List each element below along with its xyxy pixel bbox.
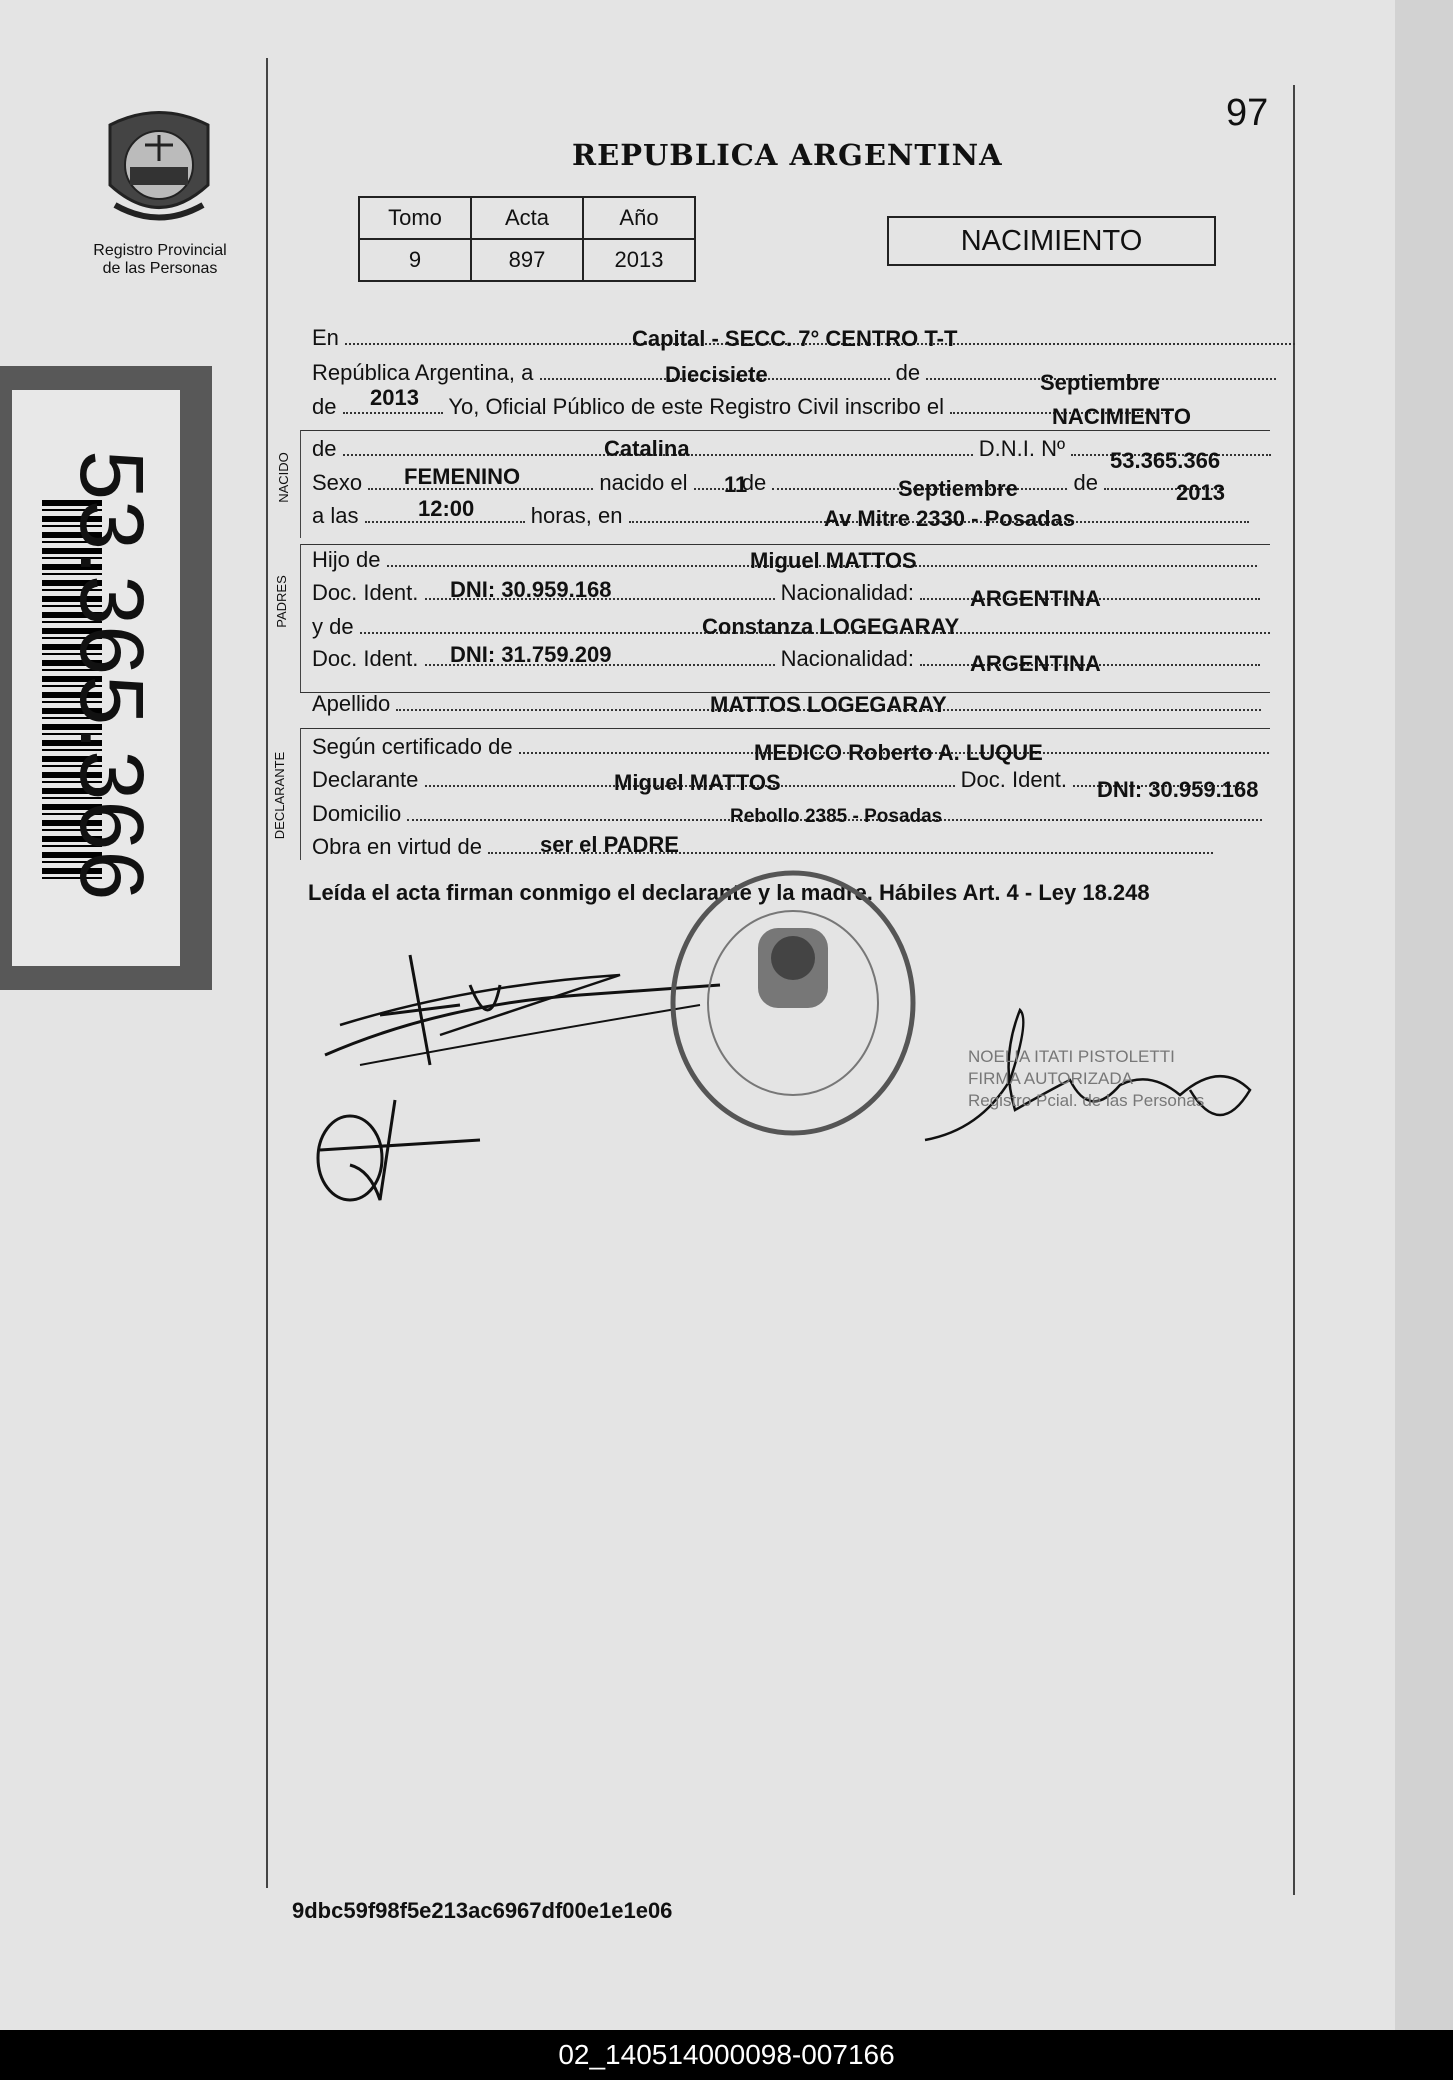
row-apellido: Apellido	[312, 691, 1261, 717]
madre-doc-value: DNI: 31.759.209	[450, 642, 612, 667]
padre-value: Miguel MATTOS	[750, 548, 917, 573]
nacido-dia-value: 11	[724, 472, 748, 497]
en-value: Capital - SECC. 7° CENTRO T-T	[632, 326, 958, 351]
barcode-label	[12, 390, 180, 966]
divider-nacido	[300, 430, 1270, 431]
row-declarante: Declarante Doc. Ident.	[312, 767, 1243, 793]
nacido-mes-value: Septiembre	[898, 476, 1018, 501]
day-value: Diecisiete	[665, 362, 768, 387]
madre-value: Constanza LOGEGARAY	[702, 614, 960, 639]
section-label-padres: PADRES	[273, 575, 289, 628]
lugar-value: Av Mitre 2330 - Posadas	[824, 506, 1076, 531]
closing-statement: Leída el acta firman conmigo el declarante y la madre. Hábiles Art. 4 - Ley 18.248	[308, 880, 1150, 905]
registry-table	[358, 196, 696, 282]
inscribo-value: NACIMIENTO	[1052, 404, 1191, 429]
month-value: Septiembre	[1040, 370, 1160, 395]
section-bar-declarante	[300, 728, 301, 860]
section-label-declarante: DECLARANTE	[272, 751, 288, 840]
certificado-value: MEDICO Roberto A. LUQUE	[754, 740, 1043, 765]
section-label-nacido: NACIDO	[275, 452, 291, 503]
logo-caption: Registro Provincial de las Personas	[93, 242, 227, 277]
row-republica: República Argentina, a de	[312, 360, 1276, 386]
declarante-value: Miguel MATTOS	[614, 770, 781, 795]
registry-header-anio: Año	[583, 197, 695, 239]
page-number: 97	[1226, 92, 1269, 134]
barcode-panel	[0, 366, 212, 990]
row-y-de: y de	[312, 614, 1270, 640]
registry-value-acta: 897	[471, 239, 583, 281]
right-margin-line	[1293, 85, 1295, 1895]
registry-header-tomo: Tomo	[359, 197, 471, 239]
row-hijo-de: Hijo de	[312, 547, 1257, 573]
dni-value: 53.365.366	[1110, 448, 1221, 473]
padre-nacionalidad-value: ARGENTINA	[970, 586, 1101, 611]
divider-padres	[300, 544, 1270, 545]
record-type-box: NACIMIENTO	[887, 216, 1216, 266]
hora-value: 12:00	[418, 496, 475, 521]
document-hash: 9dbc59f98f5e213ac6967df00e1e1e06	[292, 1898, 673, 1923]
row-nombre: de D.N.I. Nº	[312, 436, 1271, 462]
row-padre-doc: Doc. Ident. Nacionalidad:	[312, 580, 1260, 606]
row-certificado: Según certificado de	[312, 734, 1269, 760]
divider-declarante	[300, 728, 1270, 729]
scan-footer-id: 02_140514000098-007166	[0, 2030, 1453, 2080]
official-round-stamp	[668, 868, 918, 1138]
row-domicilio: Domicilio	[312, 801, 1262, 827]
padre-doc-value: DNI: 30.959.168	[450, 577, 612, 602]
left-margin-line	[266, 58, 268, 1888]
mother-signature	[310, 1090, 490, 1210]
document-title: REPUBLICA ARGENTINA	[572, 138, 1003, 172]
registry-value-tomo: 9	[359, 239, 471, 281]
declarante-doc-value: DNI: 30.959.168	[1097, 777, 1259, 802]
row-madre-doc: Doc. Ident. Nacionalidad:	[312, 646, 1260, 672]
registry-value-anio: 2013	[583, 239, 695, 281]
row-obra: Obra en virtud de	[312, 834, 1213, 860]
obra-value: ser el PADRE	[540, 832, 679, 857]
nombre-value: Catalina	[604, 436, 690, 461]
section-bar-nacido	[300, 430, 301, 538]
row-sexo: Sexo nacido el de de	[312, 470, 1224, 496]
apellido-value: MATTOS LOGEGARAY	[710, 692, 947, 717]
section-bar-padres	[300, 544, 301, 692]
year-value: 2013	[370, 385, 419, 410]
registry-header-acta: Acta	[471, 197, 583, 239]
domicilio-value: Rebollo 2385 - Posadas	[730, 806, 943, 827]
madre-nacionalidad-value: ARGENTINA	[970, 651, 1101, 676]
nacido-anio-value: 2013	[1176, 480, 1225, 505]
row-hora: a las horas, en	[312, 503, 1249, 529]
row-anio: de Yo, Oficial Público de este Registro Civil inscribo el	[312, 394, 1170, 420]
misiones-seal-logo	[100, 105, 218, 233]
row-en: En	[312, 325, 1295, 351]
registrar-stamp-text: NOELIA ITATI PISTOLETTI FIRMA AUTORIZADA Registro Pcial. de las Personas	[968, 1047, 1205, 1110]
barcode-number: 53.365.366	[61, 450, 161, 901]
sexo-value: FEMENINO	[404, 464, 521, 489]
